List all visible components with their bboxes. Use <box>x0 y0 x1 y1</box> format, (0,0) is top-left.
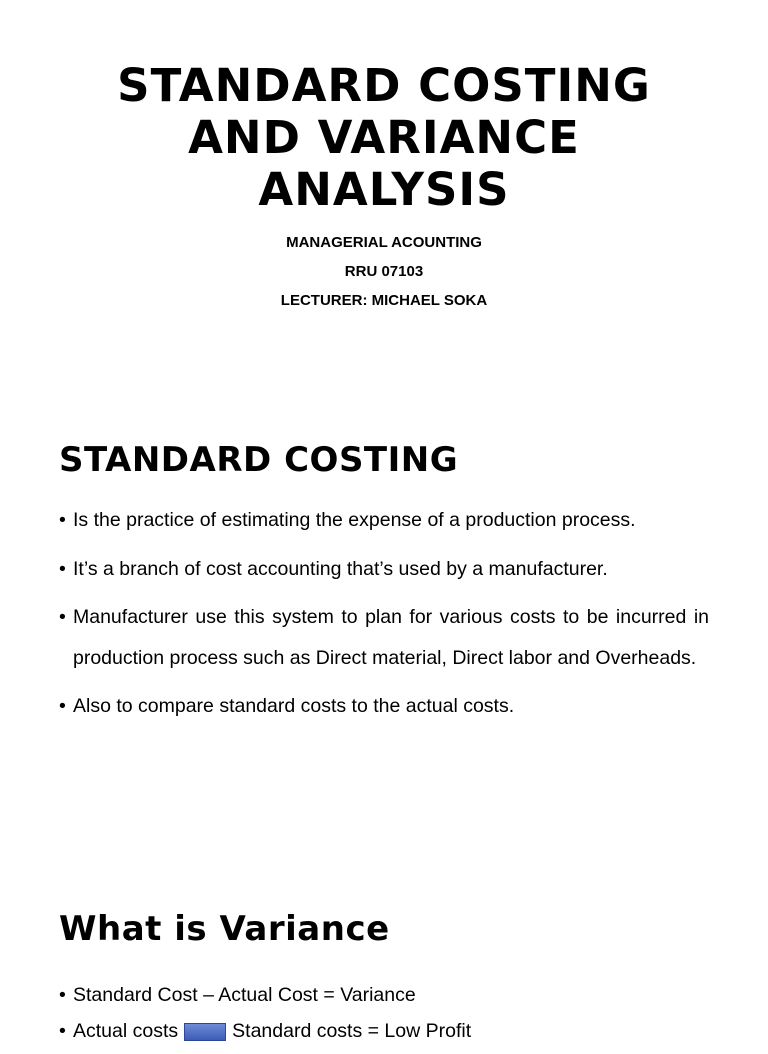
slide-subtitle <box>0 228 768 315</box>
variance-bullets <box>59 982 709 1054</box>
bullet-item: • Manufacturer use this system to plan for various costs to be incurred in production process such as Direct material, Direct labor and Overheads. <box>59 597 709 678</box>
title-line: AND VARIANCE <box>188 111 580 164</box>
section-heading-standard-costing: STANDARD COSTING <box>59 440 459 480</box>
course-name: MANAGERIAL ACOUNTING <box>286 234 482 251</box>
section-heading-variance: What is Variance <box>59 909 390 949</box>
lecturer-name: LECTURER: MICHAEL SOKA <box>280 292 488 309</box>
bullet-item: • Is the practice of estimating the expense of a production process. <box>59 500 709 541</box>
standard-costs-text: Standard costs = Low Profit <box>232 1020 472 1042</box>
title-line: STANDARD COSTING <box>117 59 651 112</box>
bullet-item-partial <box>59 1018 709 1044</box>
slide-title <box>0 60 768 216</box>
title-line: ANALYSIS <box>258 163 510 216</box>
actual-costs-text: Actual costs <box>73 1020 179 1042</box>
arrow-shape-icon <box>184 1023 226 1041</box>
bullet-item: • Also to compare standard costs to the actual costs. <box>59 686 709 727</box>
bullet-item: • Standard Cost – Actual Cost = Variance <box>59 982 709 1008</box>
bullet-item: • It’s a branch of cost accounting that’s used by a manufacturer. <box>59 549 709 590</box>
course-code: RRU 07103 <box>344 263 424 280</box>
standard-costing-bullets <box>59 500 709 735</box>
